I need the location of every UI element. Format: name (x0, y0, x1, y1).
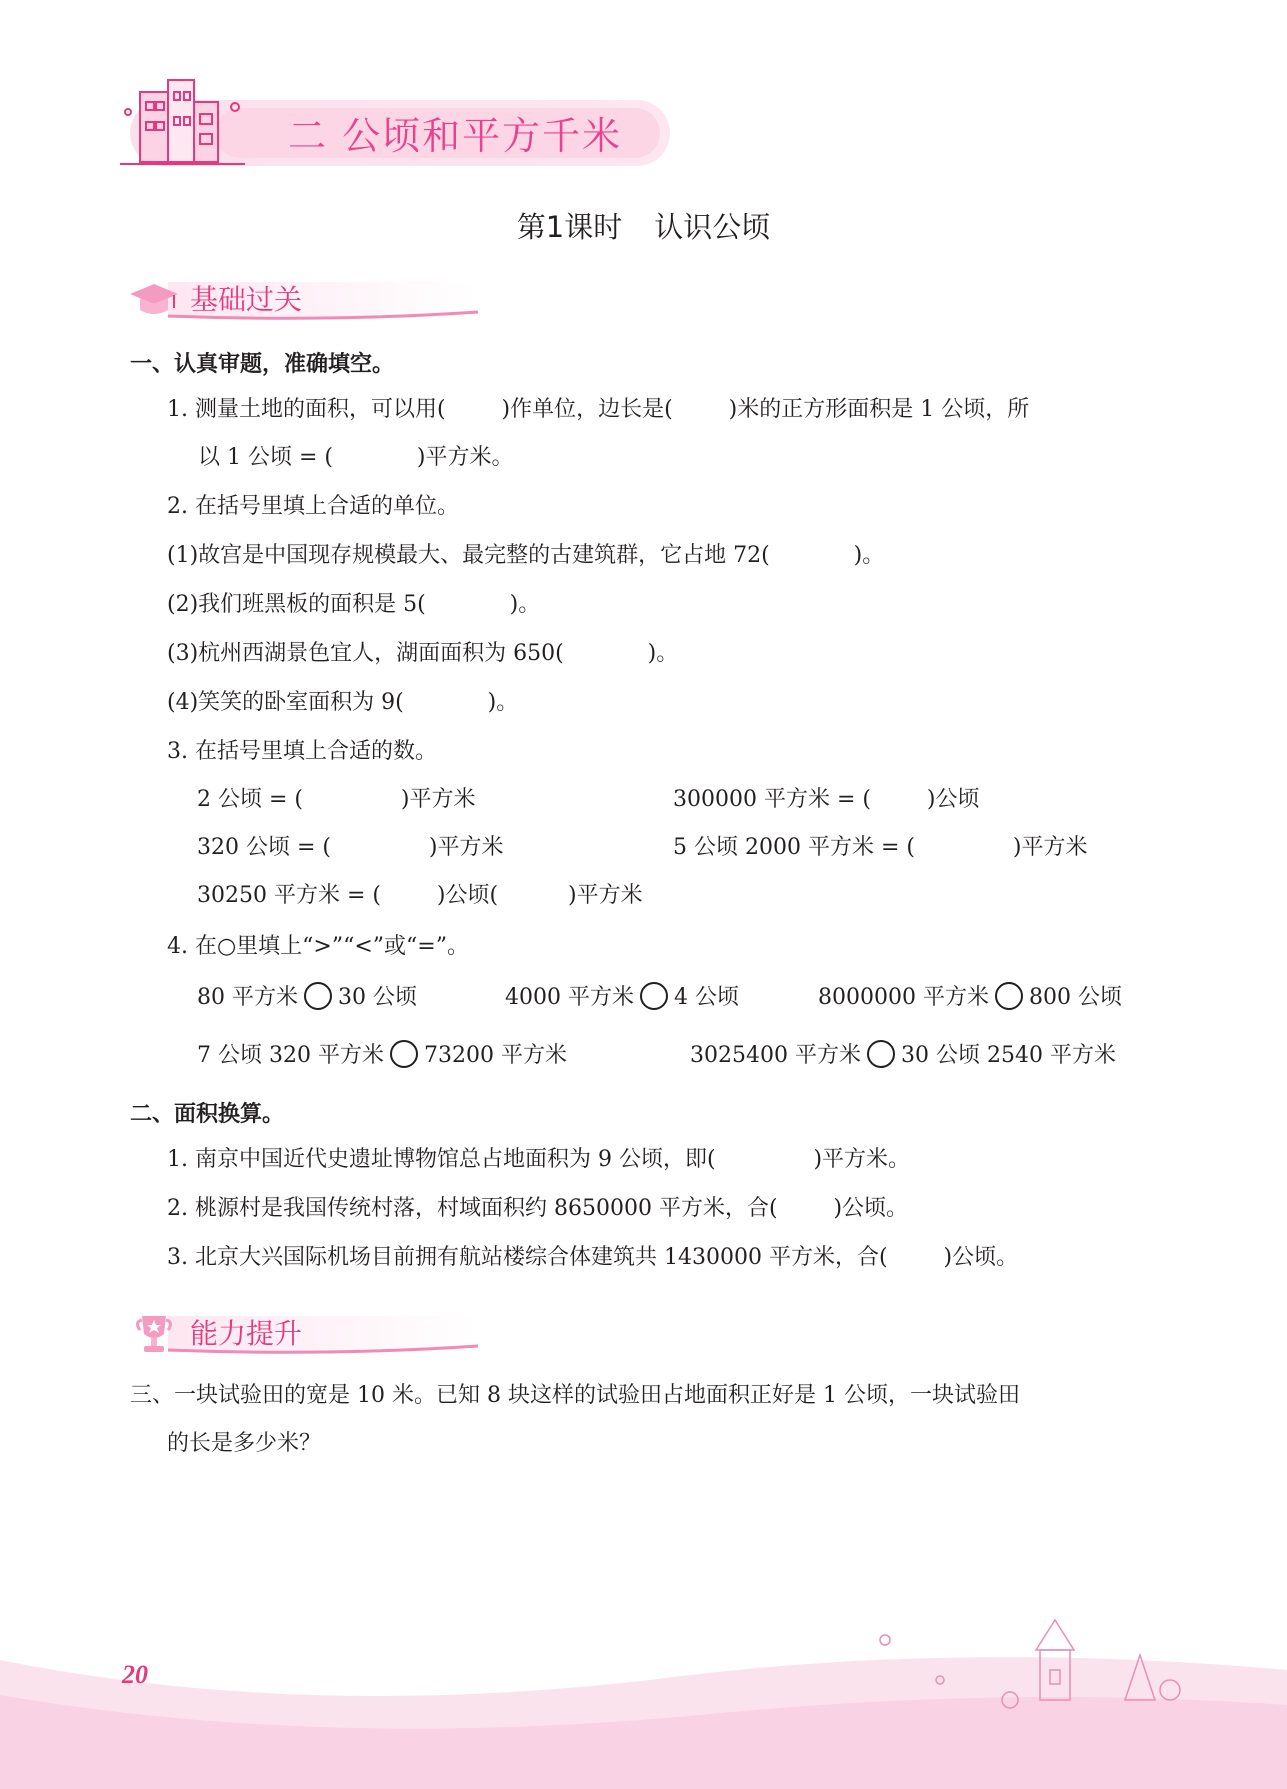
comparison-right: 73200 平方米 (423, 1043, 567, 1068)
list-item: 3. 北京大兴国际机场目前拥有航站楼综合体建筑共 1430000 平方米，合( )公顷。 (167, 1245, 1019, 1270)
section-tab-ability (128, 1312, 468, 1354)
lesson-title (0, 205, 1287, 246)
question-line: 1. 测量土地的面积，可以用( )作单位，边长是( )米的正方形面积是 1 公顷，所 (167, 397, 1030, 422)
comparison-left: 4000 平方米 (505, 985, 634, 1010)
lesson-number: 第1课时 (516, 210, 623, 244)
chapter-title: 二 公顷和平方千米 (288, 114, 623, 158)
comparison-item (690, 1041, 1116, 1071)
list-item: (1)故宫是中国现存规模最大、最完整的古建筑群，它占地 72( )。 (167, 543, 885, 568)
page-number: 20 (122, 1660, 148, 1689)
list-item: 30250 平方米 = ( )公顷( )平方米 (197, 883, 643, 908)
section-tab-label: 能力提升 (190, 1317, 303, 1350)
list-item: 300000 平方米 = ( )公顷 (673, 787, 980, 812)
comparison-item (818, 983, 1122, 1013)
list-item: 1. 南京中国近代史遗址博物馆总占地面积为 9 公顷，即( )平方米。 (167, 1147, 911, 1172)
tab-swoosh (168, 1342, 488, 1356)
part1-heading: 一、认真审题，准确填空。 (130, 352, 395, 377)
comparison-item (197, 983, 417, 1013)
comparison-left: 3025400 平方米 (690, 1043, 861, 1068)
question-line: 以 1 公顷 = ( )平方米。 (198, 445, 514, 470)
list-item: 2. 桃源村是我国传统村落，村域面积约 8650000 平方米，合( )公顷。 (167, 1196, 909, 1221)
tab-swoosh (168, 308, 488, 322)
comparison-item (197, 1041, 567, 1071)
comparison-right: 30 公顷 (338, 985, 417, 1010)
list-item: (3)杭州西湖景色宜人，湖面面积为 650( )。 (167, 641, 679, 666)
question-line: 三、一块试验田的宽是 10 米。已知 8 块这样的试验田占地面积正好是 1 公顷，一块试验田 (130, 1383, 1020, 1408)
comparison-right: 800 公顷 (1028, 985, 1122, 1010)
answer-circle[interactable] (640, 982, 668, 1010)
answer-circle[interactable] (390, 1040, 418, 1068)
question-line: 2. 在括号里填上合适的单位。 (167, 494, 459, 519)
list-item: 320 公顷 = ( )平方米 (197, 835, 504, 860)
comparison-item (505, 983, 739, 1013)
answer-circle[interactable] (304, 982, 332, 1010)
list-item: 5 公顷 2000 平方米 = ( )平方米 (673, 835, 1088, 860)
answer-circle[interactable] (867, 1040, 895, 1068)
comparison-right: 30 公顷 2540 平方米 (900, 1043, 1116, 1068)
answer-circle[interactable] (995, 982, 1023, 1010)
list-item: (2)我们班黑板的面积是 5( )。 (167, 592, 541, 617)
lesson-name: 认识公顷 (654, 210, 771, 244)
section-tab-label: 基础过关 (190, 283, 303, 316)
question-line: 3. 在括号里填上合适的数。 (167, 739, 437, 764)
list-item: (4)笑笑的卧室面积为 9( )。 (167, 690, 519, 715)
list-item: 2 公顷 = ( )平方米 (197, 787, 476, 812)
comparison-right: 4 公顷 (673, 985, 739, 1010)
comparison-left: 8000000 平方米 (818, 985, 989, 1010)
question-line: 4. 在○里填上“>”“<”或“=”。 (167, 934, 469, 959)
section-tab-basic (128, 278, 468, 320)
footer-wave (0, 1600, 1287, 1789)
comparison-left: 7 公顷 320 平方米 (197, 1043, 384, 1068)
part2-heading: 二、面积换算。 (130, 1102, 285, 1127)
question-line: 的长是多少米？ (167, 1431, 322, 1456)
building-icon (110, 72, 260, 182)
comparison-left: 80 平方米 (197, 985, 298, 1010)
